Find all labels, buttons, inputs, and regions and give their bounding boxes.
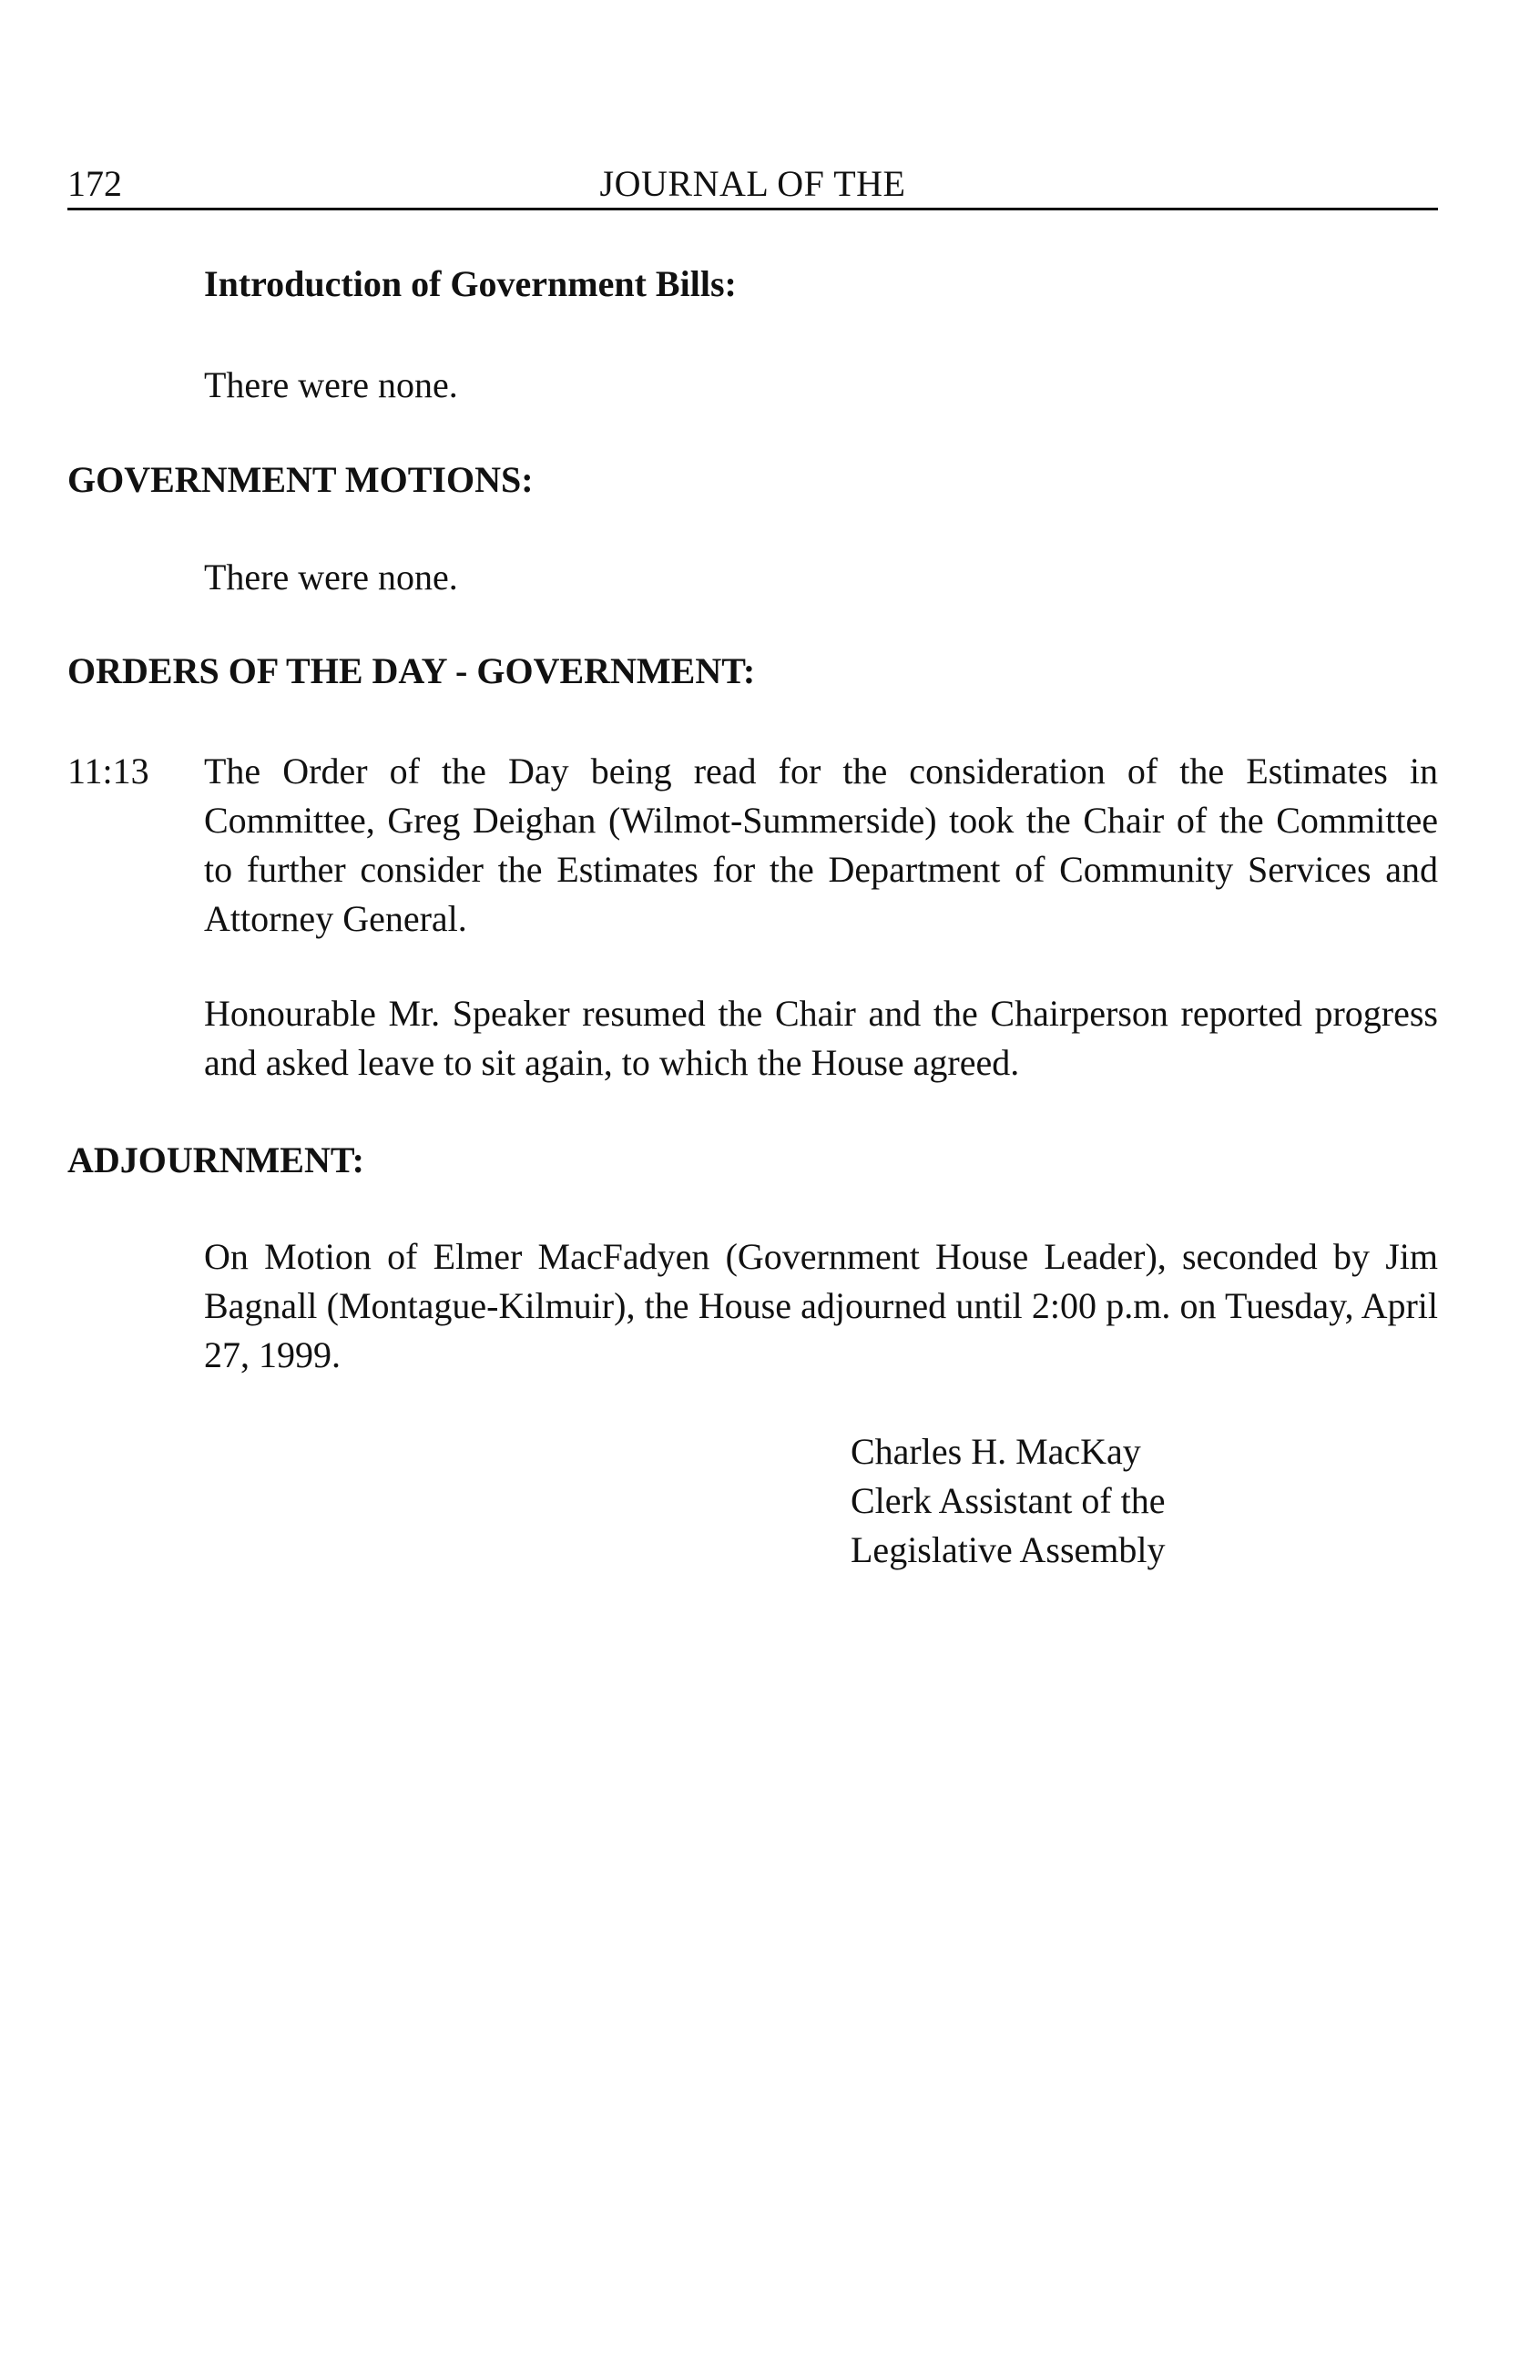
- heading-government-motions: GOVERNMENT MOTIONS:: [67, 459, 534, 500]
- time-stamp: 11:13: [67, 751, 149, 792]
- heading-adjournment: ADJOURNMENT:: [67, 1139, 364, 1180]
- running-title: JOURNAL OF THE: [599, 163, 906, 204]
- heading-orders-of-the-day: ORDERS OF THE DAY - GOVERNMENT:: [67, 650, 756, 691]
- adjournment-paragraph: On Motion of Elmer MacFadyen (Government House Leader), seconded by Jim Bagnall (Montague-Kilmuir), the House adjourned until 2:00 p.m. on Tuesday, April 27, 1999.: [204, 1236, 1438, 1375]
- heading-government-bills: Introduction of Government Bills:: [204, 263, 737, 304]
- government-bills-text: There were none.: [204, 364, 458, 405]
- signature-title-line-2: Legislative Assembly: [851, 1529, 1166, 1570]
- signature-block: [851, 1427, 1166, 1575]
- orders-paragraph-2: Honourable Mr. Speaker resumed the Chair and the Chairperson reported progress and asked leave to sit again, to which the House agreed.: [204, 993, 1438, 1083]
- page-number: 172: [67, 163, 122, 204]
- orders-paragraph-1: The Order of the Day being read for the consideration of the Estimates in Committee, Greg Deighan (Wilmot-Summerside) took the Chair of the Committee to further consider the Estimates for the Department of Community Services and Attorney General.: [204, 751, 1438, 939]
- page-header: [67, 160, 1438, 210]
- government-motions-text: There were none.: [204, 557, 458, 598]
- signature-name: Charles H. MacKay: [851, 1431, 1141, 1472]
- signature-title-line-1: Clerk Assistant of the: [851, 1480, 1166, 1521]
